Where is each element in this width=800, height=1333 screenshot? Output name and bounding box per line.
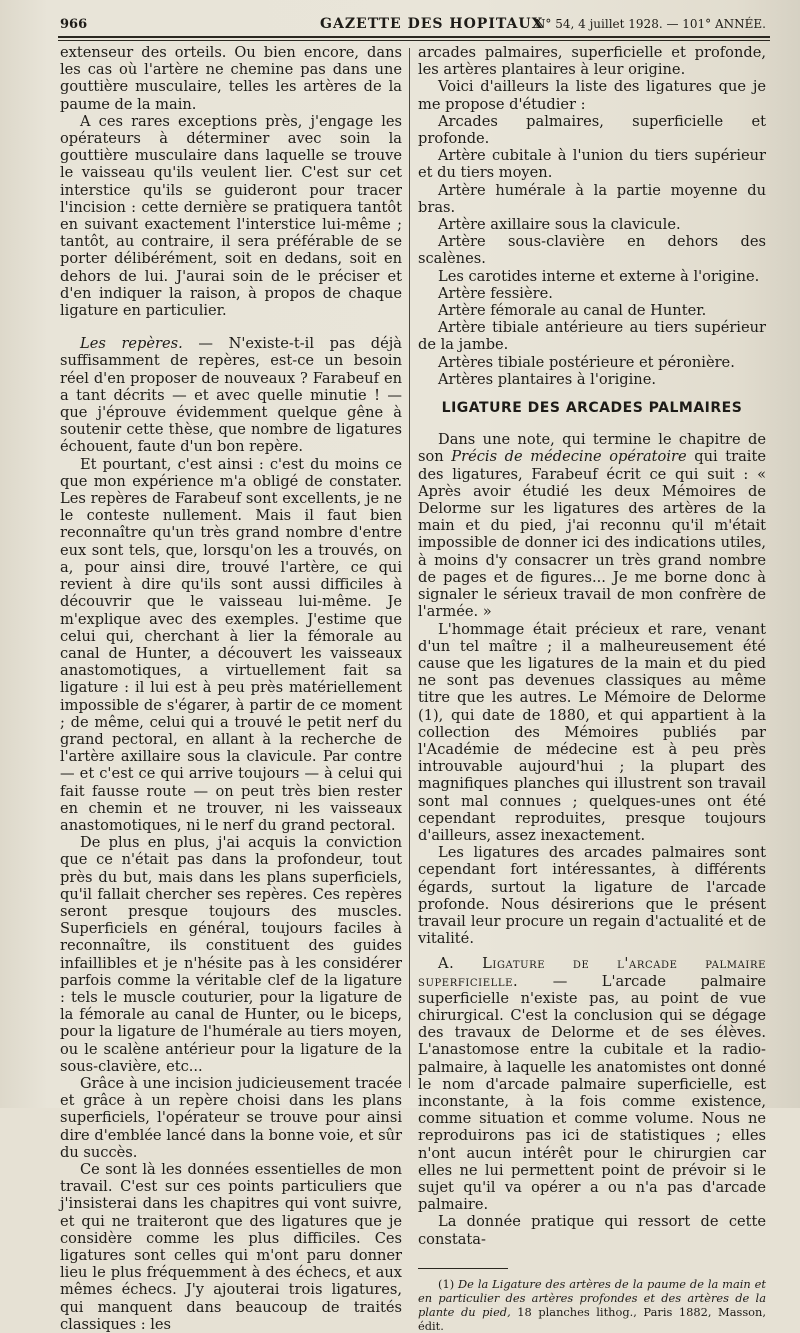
- right-column: [418, 44, 766, 1333]
- paragraph: Les repères. — N'existe-t-il pas déjà suffisamment de repères, est-ce un besoin réel d'en proposer de nouveaux ? Farabeuf en a tant décrits — et avec quelle minutie ! — que j'éprouve évidemment quelque gêne à soutenir cette thèse, que nombre de ligatures échouent, faute d'un bon repère.: [60, 335, 402, 456]
- left-column: [60, 44, 402, 1333]
- section-heading: LIGATURE DES ARCADES PALMAIRES: [441, 400, 743, 417]
- column-divider: [409, 48, 410, 1088]
- issue-info: N° 54, 4 juillet 1928. — 101° ANNÉE.: [534, 17, 766, 31]
- ligature-list-item: Artère tibiale antérieure au tiers supérieur de la jambe.: [418, 319, 766, 354]
- subsection-title: A. Ligature de l'arcade palmaire superficielle.: [418, 955, 766, 990]
- ligature-list-item: Artère cubitale à l'union du tiers supérieur et du tiers moyen.: [418, 147, 766, 182]
- footnote-rule: [418, 1268, 508, 1269]
- paragraph: Les ligatures des arcades palmaires sont cependant fort intéressantes, à différents égards, surtout la ligature de l'arcade profonde. Nous désirerions que le présent travail leur procure un regain d'actualité et de vitalité.: [418, 844, 766, 948]
- paragraph: Dans une note, qui termine le chapitre de son Précis de médecine opératoire qui traite des ligatures, Farabeuf écrit ce qui suit : « Après avoir étudié les deux Mémoires de Delorme sur les ligatures des artères de la main et du pied, j'ai reconnu qu'il m'était impossible de donner ici des indications utiles, à moins d'y consacrer un très grand nombre de pages et de figures... Je me borne donc à signaler le sérieux travail de mon confrère de l'armée. »: [418, 431, 766, 621]
- paragraph: Voici d'ailleurs la liste des ligatures que je me propose d'étudier :: [418, 78, 766, 113]
- book-title: Précis de médecine opératoire: [451, 448, 687, 466]
- paragraph: De plus en plus, j'ai acquis la conviction que ce n'était pas dans la profondeur, tout près du but, mais dans les plans superficiels, qu'il fallait chercher ses repères. Ces repères seront presque toujours des muscles. Superficiels en général, toujours faciles à reconnaître, ils constituent des guides infaillibles et je n'hésite pas à les considérer parfois comme la véritable clef de la ligature : tels le muscle couturier, pour la ligature de la fémorale au canal de Hunter, ou le biceps, pour la ligature de l'humérale au tiers moyen, ou le scalène antérieur pour la ligature de la sous-clavière, etc...: [60, 834, 402, 1075]
- header-rule: [58, 36, 770, 38]
- ligature-list-item: Artère humérale à la partie moyenne du bras.: [418, 181, 766, 216]
- paragraph: Grâce à une incision judicieusement tracée et grâce à un repère choisi dans les plans superficiels, l'opérateur se trouve pour ainsi dire d'emblée lancé dans la bonne voie, et sûr du succès.: [60, 1074, 402, 1161]
- section-title: Les repères.: [80, 335, 183, 353]
- paragraph: Ce sont là les données essentielles de mon travail. C'est sur ces points particuliers que j'insisterai dans les chapitres qui vont suivre, et qui ne traiteront que des ligatures que je considère comme les plus difficiles. Ces ligatures sont celles qui m'ont paru donner lieu le plus fréquemment à des échecs, et aux mêmes échecs. J'y ajouterai trois ligatures, qui manquent dans beaucoup de traités classiques : les: [60, 1161, 402, 1333]
- running-header: [52, 14, 772, 36]
- paragraph: Et pourtant, c'est ainsi : c'est du moins ce que mon expérience m'a obligé de constater. Les repères de Farabeuf sont excellents, je ne le conteste nullement. Mais il faut bien reconnaître qu'un très grand nombre d'entre eux sont tels, que, lorsqu'on les a trouvés, on a, pour ainsi dire, trouvé l'artère, ce qui revient à dire qu'ils sont aussi difficiles à découvrir que le vaisseau lui-même. Je m'explique avec des exemples. J'estime que celui qui, cherchant à lier la fémorale au canal de Hunter, a découvert les vaisseaux anastomotiques, a virtuellement fait sa ligature : il lui est à peu près matériellement impossible de s'égarer, à partir de ce moment ; de même, celui qui a trouvé le petit nerf du grand pectoral, en allant à la recherche de l'artère axillaire sous la clavicule. Par contre — et c'est ce qui arrive toujours — à celui qui fait fausse route — on peut très bien rester en chemin et ne trouver, ni les vaisseaux anastomotiques, ni le nerf du grand pectoral.: [60, 455, 402, 834]
- paragraph: L'hommage était précieux et rare, venant d'un tel maître ; il a malheureusement été cause que les ligatures de la main et du pied ne sont pas devenues classiques au même titre que les autres. Le Mémoire de Delorme (1), qui date de 1880, et qui appartient à la collection des Mémoires publiés par l'Académie de médecine est à peu près introuvable aujourd'hui ; la plupart des magnifiques planches qui illustrent son travail sont mal connues ; quelques-unes ont été cependant reproduites, presque toujours d'ailleurs, assez inexactement.: [418, 620, 766, 844]
- ligature-list-item: Artère axillaire sous la clavicule.: [438, 216, 681, 234]
- ligature-list-item: Artère sous-clavière en dehors des scalènes.: [418, 233, 766, 268]
- ligature-list-item: Les carotides interne et externe à l'origine.: [438, 267, 760, 285]
- header-rule-thin: [58, 40, 770, 41]
- page-number: 966: [60, 17, 88, 32]
- ligature-list-item: Artère fémorale au canal de Hunter.: [438, 302, 707, 320]
- footnote: (1) De la Ligature des artères de la paume de la main et en particulier des artères profondes et des artères de la plante du pied, 18 planches lithog., Paris 1882, Masson, édit.: [418, 1276, 767, 1333]
- ligature-list-item: Artères plantaires à l'origine.: [438, 370, 656, 388]
- paragraph: La donnée pratique qui ressort de cette constata-: [418, 1213, 766, 1248]
- ligature-list-item: Artères tibiale postérieure et péronière.: [438, 353, 735, 371]
- ligature-list-item: Artère fessière.: [438, 284, 553, 302]
- paragraph: A. Ligature de l'arcade palmaire superficielle. — L'arcade palmaire superficielle n'existe pas, au point de vue chirurgical. C'est la conclusion qui se dégage des travaux de Delorme et de ses élèves. L'anastomose entre la cubitale et la radio-palmaire, à laquelle les anatomistes ont donné le nom d'arcade palmaire superficielle, est inconstante, à la fois comme existence, comme situation et comme volume. Nous ne reproduirons pas ici de statistiques ; elles n'ont aucun intérêt pour le chirurgien car elles ne lui permettent point de prévoir si le sujet qu'il va opérer a ou n'a pas d'arcade palmaire.: [418, 955, 766, 1214]
- journal-title: GAZETTE DES HOPITAUX: [320, 16, 544, 32]
- paragraph: arcades palmaires, superficielle et profonde, les artères plantaires à leur origine.: [418, 44, 766, 79]
- paragraph: A ces rares exceptions près, j'engage les opérateurs à déterminer avec soin la gouttière musculaire dans laquelle se trouve le vaisseau qu'ils veulent lier. C'est sur cet interstice qu'ils se guideront pour tracer l'incision : cette dernière se pratiquera tantôt en suivant exactement l'interstice lui-même ; tantôt, au contraire, il sera préférable de se porter délibérément, soit en dedans, soit en dehors de lui. J'aurai soin de le préciser et d'en indiquer la raison, à propos de chaque ligature en particulier.: [60, 112, 402, 320]
- ligature-list-item: Arcades palmaires, superficielle et profonde.: [418, 112, 766, 148]
- ligature-list: [418, 113, 766, 388]
- paragraph: extenseur des orteils. Ou bien encore, dans les cas où l'artère ne chemine pas dans une gouttière musculaire, telles les artères de la paume de la main.: [60, 44, 402, 113]
